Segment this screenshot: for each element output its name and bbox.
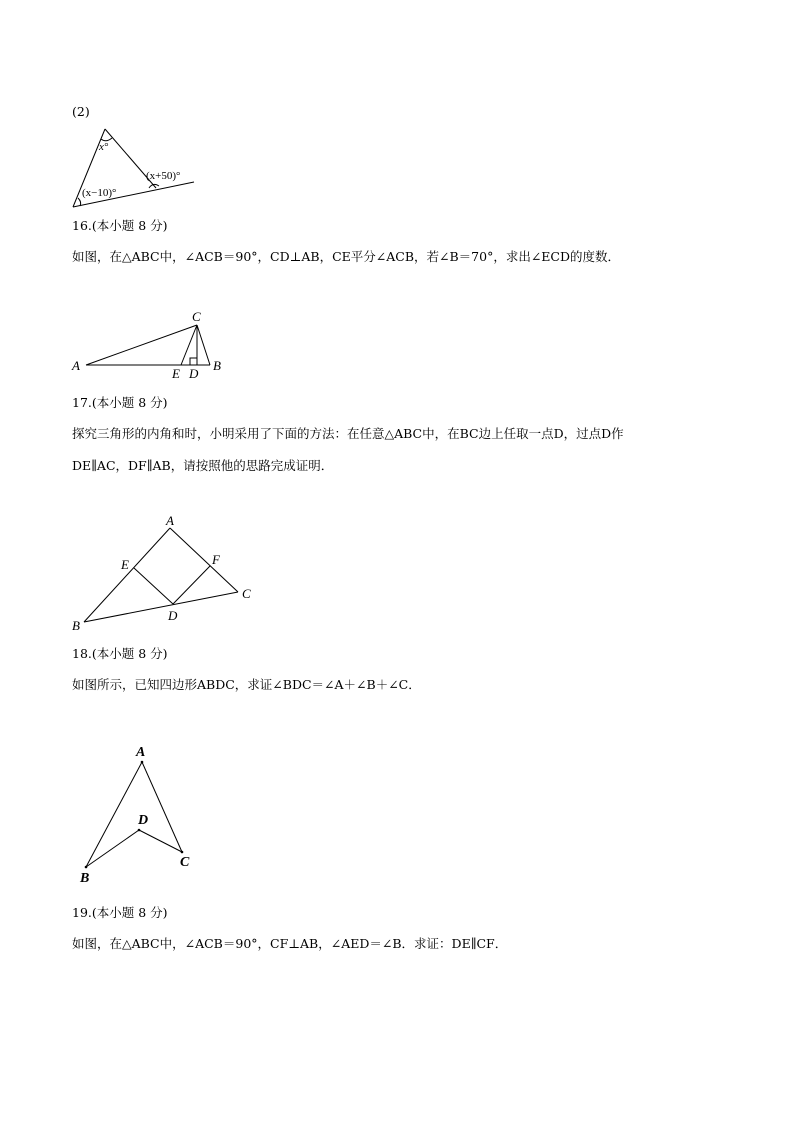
side-BD: [86, 830, 139, 867]
label-D: D: [189, 366, 199, 381]
label-B: B: [213, 358, 221, 373]
side-CB: [197, 325, 210, 365]
angle-label-x-plus-50: (x+50)°: [146, 170, 181, 182]
q18-text: 如图所示，已知四边形ABDC，求证∠BDC＝∠A＋∠B＋∠C．: [72, 677, 421, 692]
right-angle-mark: [190, 358, 197, 365]
label-D: D: [168, 608, 178, 623]
angle-label-x: x°: [99, 141, 109, 153]
label-E: E: [121, 557, 129, 572]
label-E: E: [172, 366, 180, 381]
label-B: B: [80, 871, 90, 886]
point-C: [181, 851, 184, 854]
side-DC: [139, 830, 182, 852]
label-B: B: [72, 618, 80, 633]
point-B: [85, 866, 88, 869]
label-C: C: [242, 586, 251, 601]
q17-text-line1: 探究三角形的内角和时，小明采用了下面的方法：在任意△ABC中，在BC边上任取一点D，过点D作: [72, 426, 624, 441]
label-A: A: [136, 745, 146, 760]
q17-text-line2: DE∥AC，DF∥AB，请按照他的思路完成证明．: [72, 458, 334, 473]
segment-CE: [181, 325, 197, 365]
figure-q18: [74, 742, 214, 887]
part-2-label: (2): [72, 104, 90, 119]
label-C: C: [192, 309, 201, 324]
label-F: F: [212, 552, 220, 567]
q19-heading: 19.(本小题 8 分): [72, 905, 168, 920]
label-A: A: [72, 358, 80, 373]
point-A: [141, 761, 144, 764]
side-AB: [86, 762, 142, 867]
q16-text: 如图，在△ABC中，∠ACB＝90°，CD⊥AB，CE平分∠ACB，若∠B＝70°，求出∠ECD的度数．: [72, 249, 621, 264]
figure-q17: [70, 512, 270, 637]
q17-heading: 17.(本小题 8 分): [72, 395, 168, 410]
angle-label-x-minus-10: (x−10)°: [82, 187, 117, 199]
q19-text: 如图，在△ABC中，∠ACB＝90°，CF⊥AB，∠AED＝∠B．求证：DE∥CF．: [72, 936, 508, 951]
segment-DE: [134, 568, 173, 604]
label-D: D: [138, 813, 149, 828]
point-D: [138, 829, 141, 832]
figure-part2-triangle: [70, 125, 200, 210]
side-AC: [142, 762, 182, 852]
q16-heading: 16.(本小题 8 分): [72, 218, 168, 233]
q18-heading: 18.(本小题 8 分): [72, 646, 168, 661]
label-C: C: [180, 855, 190, 870]
figure-q16: [70, 308, 230, 381]
label-A: A: [166, 513, 174, 528]
side-AC: [86, 325, 197, 365]
side-AC: [170, 528, 238, 592]
angle-arc-bottom-left: [78, 198, 81, 206]
